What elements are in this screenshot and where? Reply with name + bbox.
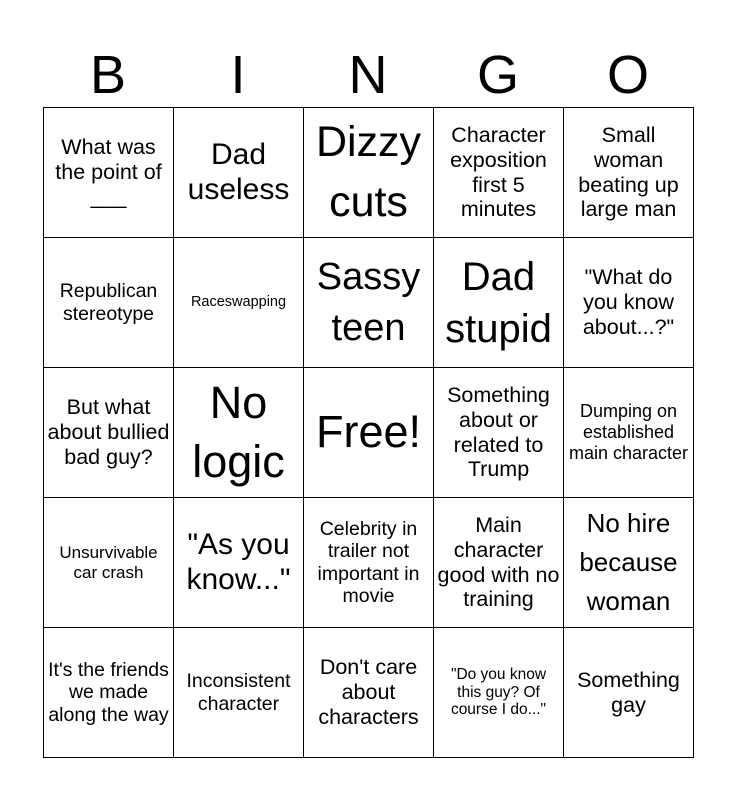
header-letter-b: B	[89, 45, 127, 105]
bingo-cell[interactable]: Celebrity in trailer not important in movie	[304, 498, 434, 628]
bingo-cell[interactable]: "Do you know this guy? Of course I do..."	[434, 628, 564, 758]
bingo-cell[interactable]: Unsurvivable car crash	[44, 498, 174, 628]
bingo-cell[interactable]: "What do you know about...?"	[564, 238, 694, 368]
bingo-header	[43, 42, 693, 108]
board-row	[44, 368, 694, 498]
header-letter-g: G	[476, 45, 519, 105]
bingo-cell[interactable]: Character exposition first 5 minutes	[434, 108, 564, 238]
board-row	[44, 238, 694, 368]
header-letter-i: I	[230, 45, 246, 105]
board-row	[44, 628, 694, 758]
header-letter-n: N	[348, 45, 388, 105]
board-row	[44, 108, 694, 238]
bingo-cell[interactable]: "As you know..."	[174, 498, 304, 628]
bingo-cell[interactable]: Something about or related to Trump	[434, 368, 564, 498]
bingo-cell[interactable]: It's the friends we made along the way	[44, 628, 174, 758]
bingo-cell[interactable]: Dumping on established main character	[564, 368, 694, 498]
bingo-board	[43, 107, 694, 758]
bingo-cell[interactable]: No logic	[174, 368, 304, 498]
bingo-cell[interactable]: Dad useless	[174, 108, 304, 238]
board-row	[44, 498, 694, 628]
bingo-cell[interactable]: Small woman beating up large man	[564, 108, 694, 238]
bingo-cell[interactable]: Something gay	[564, 628, 694, 758]
bingo-cell[interactable]: Don't care about characters	[304, 628, 434, 758]
bingo-cell[interactable]: What was the point of ___	[44, 108, 174, 238]
bingo-cell[interactable]: Dizzy cuts	[304, 108, 434, 238]
bingo-cell[interactable]: Main character good with no training	[434, 498, 564, 628]
bingo-cell[interactable]: But what about bullied bad guy?	[44, 368, 174, 498]
bingo-cell[interactable]: Republican stereotype	[44, 238, 174, 368]
free-cell[interactable]: Free!	[304, 368, 434, 498]
bingo-cell[interactable]: Dad stupid	[434, 238, 564, 368]
header-letter-o: O	[606, 45, 649, 105]
bingo-cell[interactable]: Sassy teen	[304, 238, 434, 368]
bingo-cell[interactable]: No hire because woman	[564, 498, 694, 628]
bingo-cell[interactable]: Raceswapping	[174, 238, 304, 368]
bingo-cell[interactable]: Inconsistent character	[174, 628, 304, 758]
